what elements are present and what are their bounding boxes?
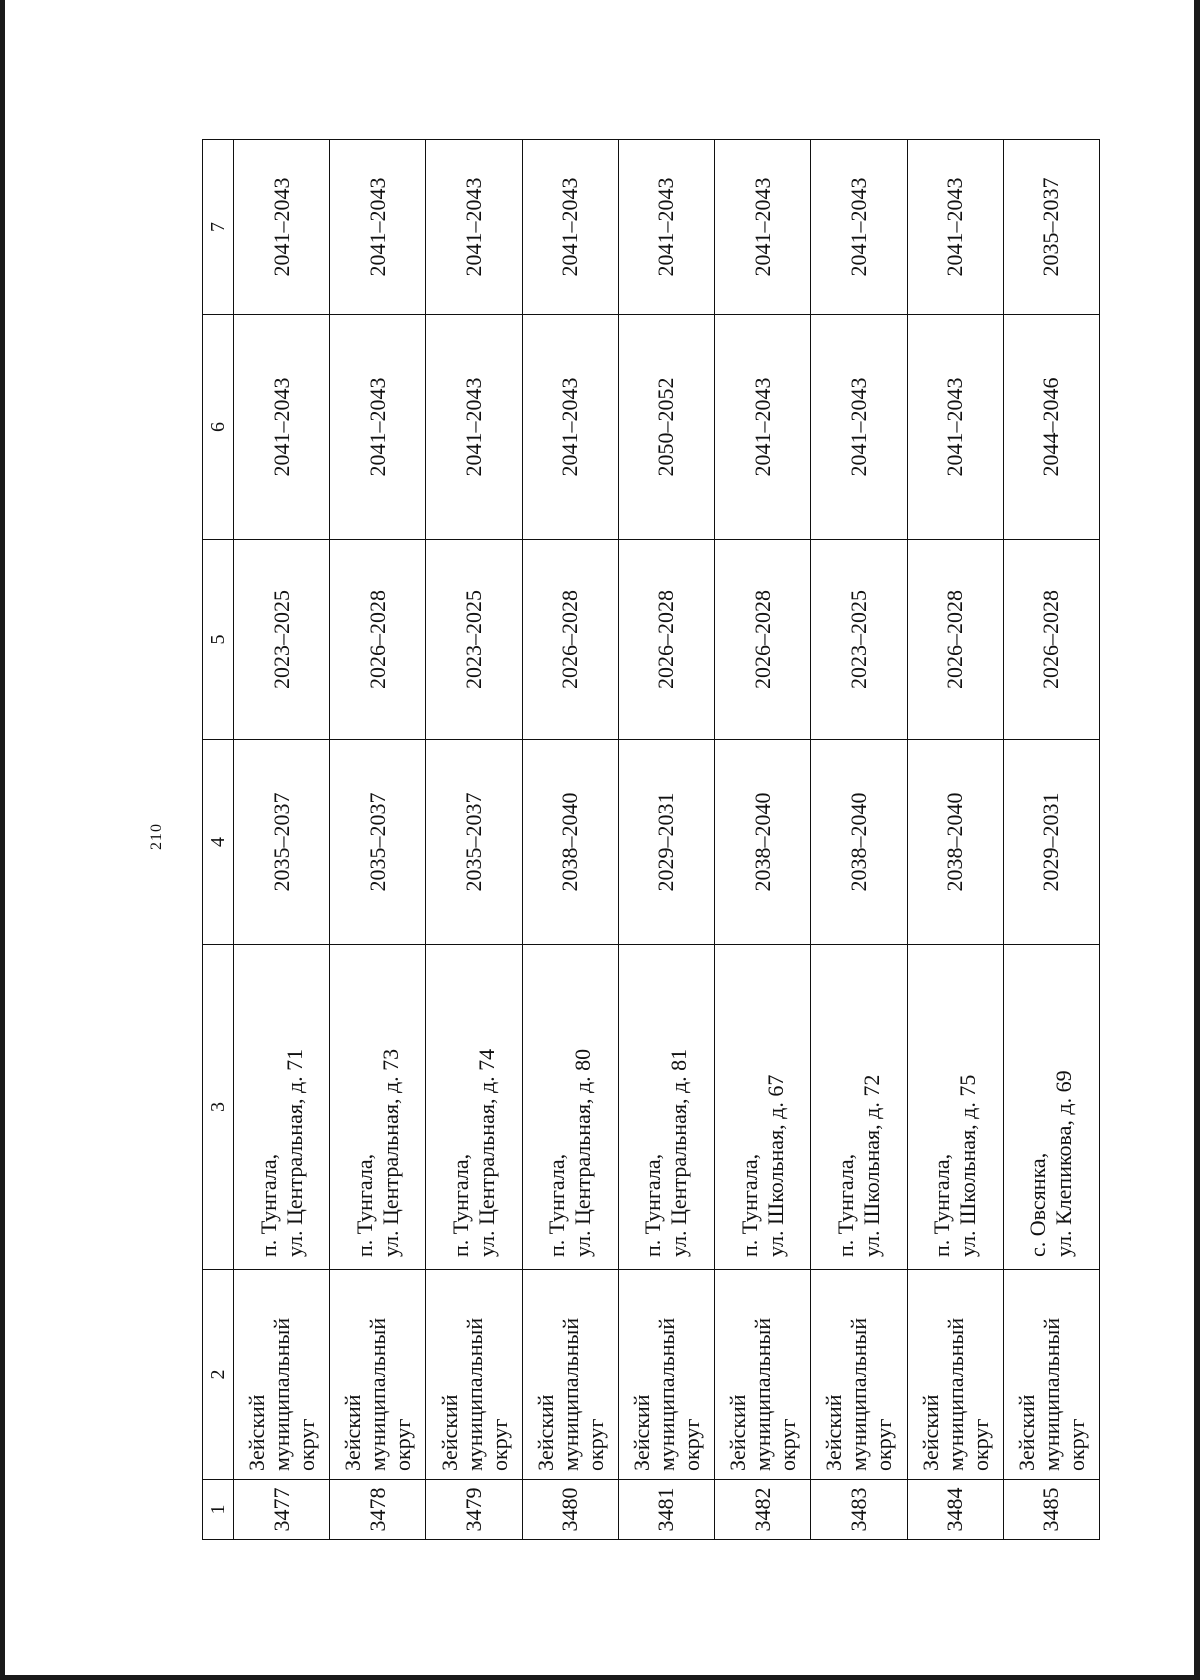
table-row [715, 140, 811, 1540]
row-number-cell: 3478 [330, 1480, 426, 1540]
street-text: ул. Школьная, д. 67 [762, 1074, 788, 1257]
street-text: ул. Школьная, д. 75 [955, 1074, 981, 1257]
row-number-cell: 3479 [426, 1480, 522, 1540]
header-cell: 6 [203, 315, 234, 540]
street-text: ул. Центральная, д. 73 [377, 1048, 403, 1257]
period-cell-col4: 2038–2040 [811, 740, 907, 945]
address-cell [715, 945, 811, 1270]
period-cell-col7: 2041–2043 [330, 140, 426, 315]
period-cell-col5: 2026–2028 [907, 540, 1003, 740]
header-cell: 4 [203, 740, 234, 945]
period-cell-col4: 2035–2037 [426, 740, 522, 945]
settlement-text: п. Тунгала, [255, 1153, 281, 1257]
period-cell-col4: 2038–2040 [522, 740, 618, 945]
address-cell [1003, 945, 1099, 1270]
settlement-text: п. Тунгала, [736, 1153, 762, 1257]
district-cell: Зейский муниципальный округ [715, 1270, 811, 1480]
period-cell-col5: 2026–2028 [330, 540, 426, 740]
period-cell-col5: 2026–2028 [618, 540, 714, 740]
period-cell-col7: 2041–2043 [522, 140, 618, 315]
period-cell-col5: 2023–2025 [811, 540, 907, 740]
table-row [1003, 140, 1099, 1540]
table-row [811, 140, 907, 1540]
period-cell-col6: 2041–2043 [234, 315, 330, 540]
scan-edge-left [0, 0, 5, 1680]
settlement-text: п. Тунгала, [929, 1153, 955, 1257]
address-cell [522, 945, 618, 1270]
header-cell: 7 [203, 140, 234, 315]
settlement-text: п. Тунгала, [640, 1153, 666, 1257]
period-cell-col5: 2026–2028 [715, 540, 811, 740]
district-cell: Зейский муниципальный округ [426, 1270, 522, 1480]
district-cell: Зейский муниципальный округ [811, 1270, 907, 1480]
district-cell: Зейский муниципальный округ [1003, 1270, 1099, 1480]
settlement-text: п. Тунгала, [544, 1153, 570, 1257]
period-cell-col7: 2041–2043 [426, 140, 522, 315]
street-text: ул. Клепикова, д. 69 [1051, 1070, 1077, 1257]
period-cell-col6: 2041–2043 [907, 315, 1003, 540]
period-cell-col4: 2029–2031 [618, 740, 714, 945]
table-row [234, 140, 330, 1540]
period-cell-col5: 2026–2028 [1003, 540, 1099, 740]
table-row [522, 140, 618, 1540]
street-text: ул. Центральная, д. 81 [666, 1048, 692, 1257]
address-cell [811, 945, 907, 1270]
header-cell: 5 [203, 540, 234, 740]
period-cell-col7: 2035–2037 [1003, 140, 1099, 315]
period-cell-col6: 2041–2043 [330, 315, 426, 540]
period-cell-col7: 2041–2043 [907, 140, 1003, 315]
address-cell [426, 945, 522, 1270]
scan-edge-bottom [0, 1675, 1200, 1680]
district-cell: Зейский муниципальный округ [618, 1270, 714, 1480]
street-text: ул. Центральная, д. 80 [570, 1048, 596, 1257]
page-number: 210 [148, 823, 165, 850]
district-cell: Зейский муниципальный округ [234, 1270, 330, 1480]
settlement-text: с. Овсянка, [1025, 1152, 1051, 1257]
district-cell: Зейский муниципальный округ [907, 1270, 1003, 1480]
period-cell-col4: 2038–2040 [907, 740, 1003, 945]
address-cell [234, 945, 330, 1270]
header-cell: 2 [203, 1270, 234, 1480]
settlement-text: п. Тунгала, [351, 1153, 377, 1257]
period-cell-col7: 2041–2043 [811, 140, 907, 315]
period-cell-col4: 2035–2037 [330, 740, 426, 945]
header-cell: 3 [203, 945, 234, 1270]
settlement-text: п. Тунгала, [448, 1153, 474, 1257]
street-text: ул. Школьная, д. 72 [858, 1074, 884, 1257]
row-number-cell: 3485 [1003, 1480, 1099, 1540]
table-row [426, 140, 522, 1540]
settlement-text: п. Тунгала, [832, 1153, 858, 1257]
row-number-cell: 3480 [522, 1480, 618, 1540]
address-cell [618, 945, 714, 1270]
period-cell-col6: 2041–2043 [811, 315, 907, 540]
scan-edge-right [1194, 0, 1200, 1680]
table-row [330, 140, 426, 1540]
period-cell-col4: 2035–2037 [234, 740, 330, 945]
address-cell [907, 945, 1003, 1270]
period-cell-col5: 2023–2025 [234, 540, 330, 740]
period-cell-col6: 2050–2052 [618, 315, 714, 540]
table-header-row [203, 140, 234, 1540]
rotated-table-container [202, 140, 1100, 1540]
schedule-table [202, 139, 1100, 1540]
period-cell-col6: 2041–2043 [715, 315, 811, 540]
period-cell-col4: 2029–2031 [1003, 740, 1099, 945]
period-cell-col5: 2023–2025 [426, 540, 522, 740]
period-cell-col7: 2041–2043 [618, 140, 714, 315]
row-number-cell: 3482 [715, 1480, 811, 1540]
row-number-cell: 3481 [618, 1480, 714, 1540]
street-text: ул. Центральная, д. 74 [474, 1048, 500, 1257]
period-cell-col6: 2041–2043 [426, 315, 522, 540]
address-cell [330, 945, 426, 1270]
header-cell: 1 [203, 1480, 234, 1540]
period-cell-col6: 2041–2043 [522, 315, 618, 540]
row-number-cell: 3477 [234, 1480, 330, 1540]
row-number-cell: 3484 [907, 1480, 1003, 1540]
period-cell-col6: 2044–2046 [1003, 315, 1099, 540]
district-cell: Зейский муниципальный округ [522, 1270, 618, 1480]
period-cell-col5: 2026–2028 [522, 540, 618, 740]
period-cell-col7: 2041–2043 [715, 140, 811, 315]
period-cell-col7: 2041–2043 [234, 140, 330, 315]
table-row [907, 140, 1003, 1540]
table-row [618, 140, 714, 1540]
street-text: ул. Центральная, д. 71 [281, 1048, 307, 1257]
row-number-cell: 3483 [811, 1480, 907, 1540]
district-cell: Зейский муниципальный округ [330, 1270, 426, 1480]
period-cell-col4: 2038–2040 [715, 740, 811, 945]
